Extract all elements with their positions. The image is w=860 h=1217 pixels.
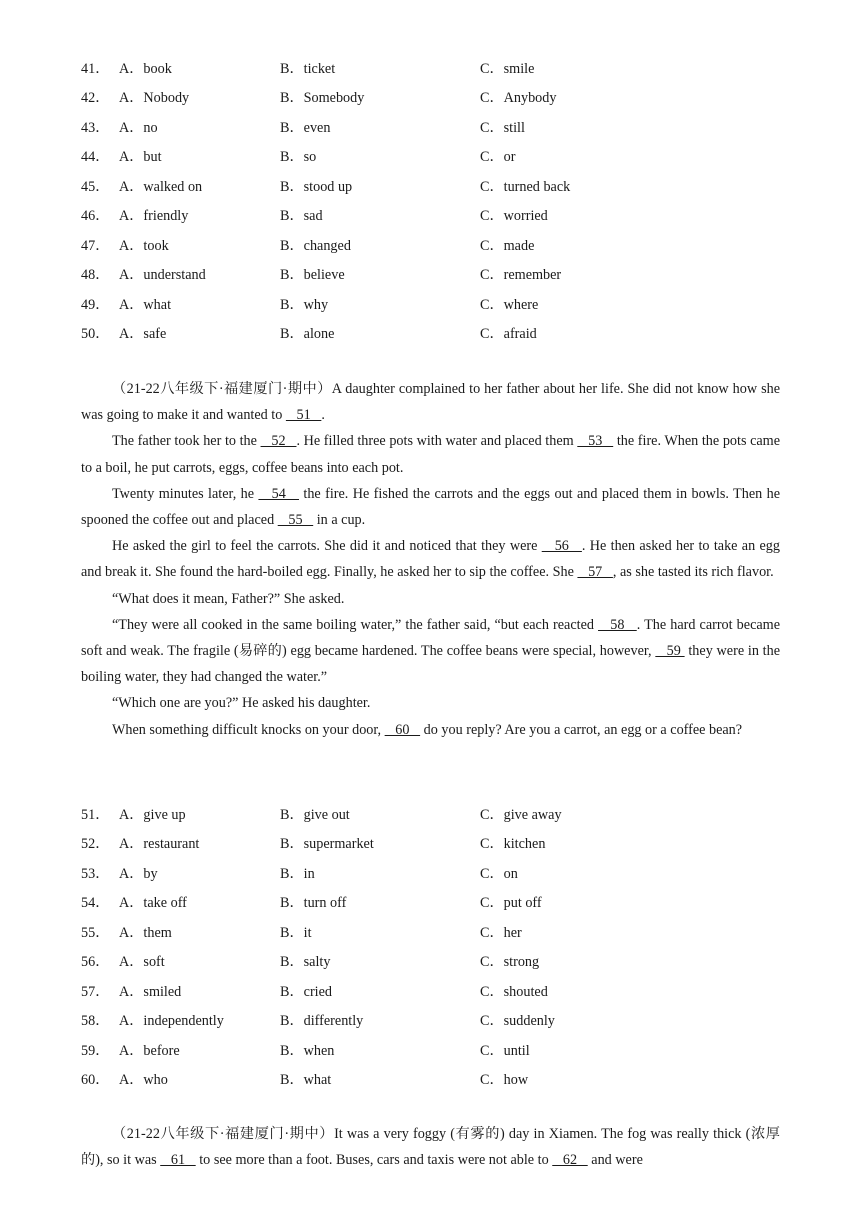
option-a: A．restaurant: [119, 836, 200, 853]
paragraph-text: （21-22八年级下·福建厦门·期中）A daughter complained to her father about her life. She did not know how she was going to make it and wanted to: [81, 381, 780, 424]
question-row: [81, 142, 781, 172]
question-number: 42．: [81, 90, 110, 107]
option-c: C．until: [480, 1042, 530, 1059]
blank-62: 62: [552, 1152, 588, 1169]
paragraph-text: the fire. When the pots came to a boil, he put carrots, eggs, coffee beans into each pot.: [81, 433, 781, 476]
paragraph-text: “They were all cooked in the same boiling water,” the father said, “but each reacted: [112, 616, 599, 633]
blank-58: 58: [598, 616, 637, 633]
option-b: B．stood up: [280, 178, 353, 195]
question-row: [81, 976, 781, 1006]
blank-55: 55: [277, 512, 314, 529]
blank-59: 59: [655, 643, 685, 660]
option-c: C．smile: [480, 60, 535, 77]
option-c: C．still: [480, 119, 525, 136]
paragraph-text: . He then asked her to take an egg and break it. She found the hard-boiled egg. Finally, he asked her to sip the coffee. She: [81, 538, 780, 581]
paragraph: “Which one are you?” He asked his daughter.: [112, 695, 371, 712]
question-row: [81, 829, 781, 859]
option-c: C．remember: [480, 267, 562, 284]
option-a: A．no: [119, 119, 158, 136]
option-a: A．took: [119, 237, 169, 254]
paragraph-text: and were: [587, 1152, 643, 1169]
option-a: A．but: [119, 149, 162, 166]
question-number: 46．: [81, 208, 110, 225]
option-b: B．in: [280, 865, 315, 882]
option-c: C．worried: [480, 208, 548, 225]
option-b: B．believe: [280, 267, 345, 284]
option-b: B．supermarket: [280, 836, 374, 853]
blank-52: 52: [260, 433, 297, 450]
option-a: A．before: [119, 1042, 180, 1059]
option-b: B．differently: [280, 1013, 364, 1030]
paragraph: [81, 533, 780, 585]
question-row: [81, 319, 781, 349]
option-a: A．friendly: [119, 208, 189, 225]
question-row: [81, 1065, 781, 1095]
paragraph: [81, 481, 780, 533]
paragraph-text: Twenty minutes later, he: [112, 485, 259, 502]
question-number: 52．: [81, 836, 110, 853]
option-b: B．so: [280, 149, 317, 166]
paragraph-text: do you reply? Are you a carrot, an egg or a coffee bean?: [420, 721, 743, 738]
option-c: C．afraid: [480, 326, 537, 343]
question-row: [81, 799, 781, 829]
option-b: B．salty: [280, 954, 331, 971]
blank-53: 53: [577, 433, 614, 450]
option-c: C．shouted: [480, 983, 548, 1000]
option-a: A．smiled: [119, 983, 182, 1000]
option-b: B．when: [280, 1042, 335, 1059]
question-number: 57．: [81, 983, 110, 1000]
question-number: 47．: [81, 237, 110, 254]
paragraph: [81, 717, 780, 743]
option-b: B．what: [280, 1072, 332, 1089]
option-b: B．even: [280, 119, 331, 136]
option-b: B．Somebody: [280, 90, 365, 107]
question-row: [81, 53, 781, 83]
question-row: [81, 1006, 781, 1036]
options-block-41-50: [81, 53, 781, 348]
option-b: B．changed: [280, 237, 351, 254]
blank-60: 60: [384, 721, 421, 738]
option-b: B．cried: [280, 983, 333, 1000]
option-c: C．put off: [480, 895, 542, 912]
question-row: [81, 947, 781, 977]
question-number: 60．: [81, 1072, 110, 1089]
option-c: C．how: [480, 1072, 529, 1089]
paragraph: [81, 428, 780, 480]
paragraph-text: （21-22八年级下·福建厦门·期中）It was a very foggy (有雾的) day in Xiamen. The fog was really thick (浓厚的), so it was: [81, 1126, 780, 1169]
question-number: 50．: [81, 326, 110, 343]
option-a: A．Nobody: [119, 90, 190, 107]
question-number: 55．: [81, 924, 110, 941]
blank-54: 54: [258, 485, 299, 502]
paragraph-text: the fire. He fished the carrots and the eggs out and placed them in bowls. Then he spooned the coffee out and placed: [81, 485, 780, 529]
option-c: C．suddenly: [480, 1013, 555, 1030]
question-row: [81, 1035, 781, 1065]
passage-51-60: [81, 376, 780, 743]
paragraph-text: The father took her to the: [112, 433, 261, 450]
option-a: A．them: [119, 924, 172, 941]
question-number: 54．: [81, 895, 110, 912]
option-a: A．book: [119, 60, 172, 77]
paragraph: “What does it mean, Father?” She asked.: [112, 590, 345, 607]
question-row: [81, 171, 781, 201]
option-a: A．walked on: [119, 178, 203, 195]
paragraph: [81, 1121, 780, 1173]
paragraph: [81, 612, 780, 691]
option-c: C．kitchen: [480, 836, 546, 853]
paragraph-text: they were in the boiling water, they had changed the water.”: [81, 643, 781, 686]
question-number: 41．: [81, 60, 110, 77]
blank-56: 56: [541, 538, 582, 555]
option-a: A．independently: [119, 1013, 224, 1030]
option-a: A．safe: [119, 326, 167, 343]
paragraph-text: He asked the girl to feel the carrots. She did it and noticed that they were: [112, 538, 542, 555]
question-number: 44．: [81, 149, 110, 166]
paragraph-text: When something difficult knocks on your door,: [112, 721, 385, 738]
paragraph-text: , as she tasted its rich flavor.: [612, 564, 774, 581]
option-b: B．it: [280, 924, 312, 941]
question-number: 51．: [81, 806, 110, 823]
question-row: [81, 260, 781, 290]
option-b: B．sad: [280, 208, 323, 225]
question-row: [81, 112, 781, 142]
option-c: C．Anybody: [480, 90, 557, 107]
question-number: 43．: [81, 119, 110, 136]
question-number: 48．: [81, 267, 110, 284]
paragraph: [81, 376, 780, 428]
question-number: 49．: [81, 296, 110, 313]
question-number: 56．: [81, 954, 110, 971]
blank-61: 61: [160, 1152, 196, 1169]
option-a: A．understand: [119, 267, 206, 284]
option-a: A．who: [119, 1072, 168, 1089]
option-c: C．her: [480, 924, 522, 941]
blank-57: 57: [577, 564, 613, 581]
paragraph-text: to see more than a foot. Buses, cars and taxis were not able to: [195, 1152, 553, 1169]
question-number: 59．: [81, 1042, 110, 1059]
option-c: C．on: [480, 865, 518, 882]
option-c: C．or: [480, 149, 516, 166]
paragraph-text: . The hard carrot became soft and weak. The fragile (易碎的) egg became hardened. The coffee beans were special, however,: [81, 616, 780, 660]
option-c: C．made: [480, 237, 535, 254]
paragraph-text: . He filled three pots with water and placed them: [296, 433, 578, 450]
blank-51: 51: [285, 407, 322, 424]
option-b: B．turn off: [280, 895, 347, 912]
option-a: A．give up: [119, 806, 186, 823]
option-a: A．soft: [119, 954, 165, 971]
option-b: B．ticket: [280, 60, 336, 77]
option-a: A．by: [119, 865, 158, 882]
question-row: [81, 201, 781, 231]
question-row: [81, 230, 781, 260]
option-b: B．give out: [280, 806, 350, 823]
option-a: A．what: [119, 296, 172, 313]
option-a: A．take off: [119, 895, 187, 912]
question-row: [81, 917, 781, 947]
paragraph-text: in a cup.: [313, 512, 366, 529]
option-c: C．give away: [480, 806, 562, 823]
question-row: [81, 888, 781, 918]
option-b: B．why: [280, 296, 329, 313]
question-number: 53．: [81, 865, 110, 882]
question-row: [81, 83, 781, 113]
option-c: C．where: [480, 296, 539, 313]
paragraph-text: .: [321, 407, 325, 424]
option-c: C．turned back: [480, 178, 571, 195]
option-c: C．strong: [480, 954, 540, 971]
question-row: [81, 289, 781, 319]
question-row: [81, 858, 781, 888]
question-number: 45．: [81, 178, 110, 195]
passage-61-onward: [81, 1121, 780, 1173]
options-block-51-60: [81, 799, 781, 1094]
option-b: B．alone: [280, 326, 335, 343]
question-number: 58．: [81, 1013, 110, 1030]
